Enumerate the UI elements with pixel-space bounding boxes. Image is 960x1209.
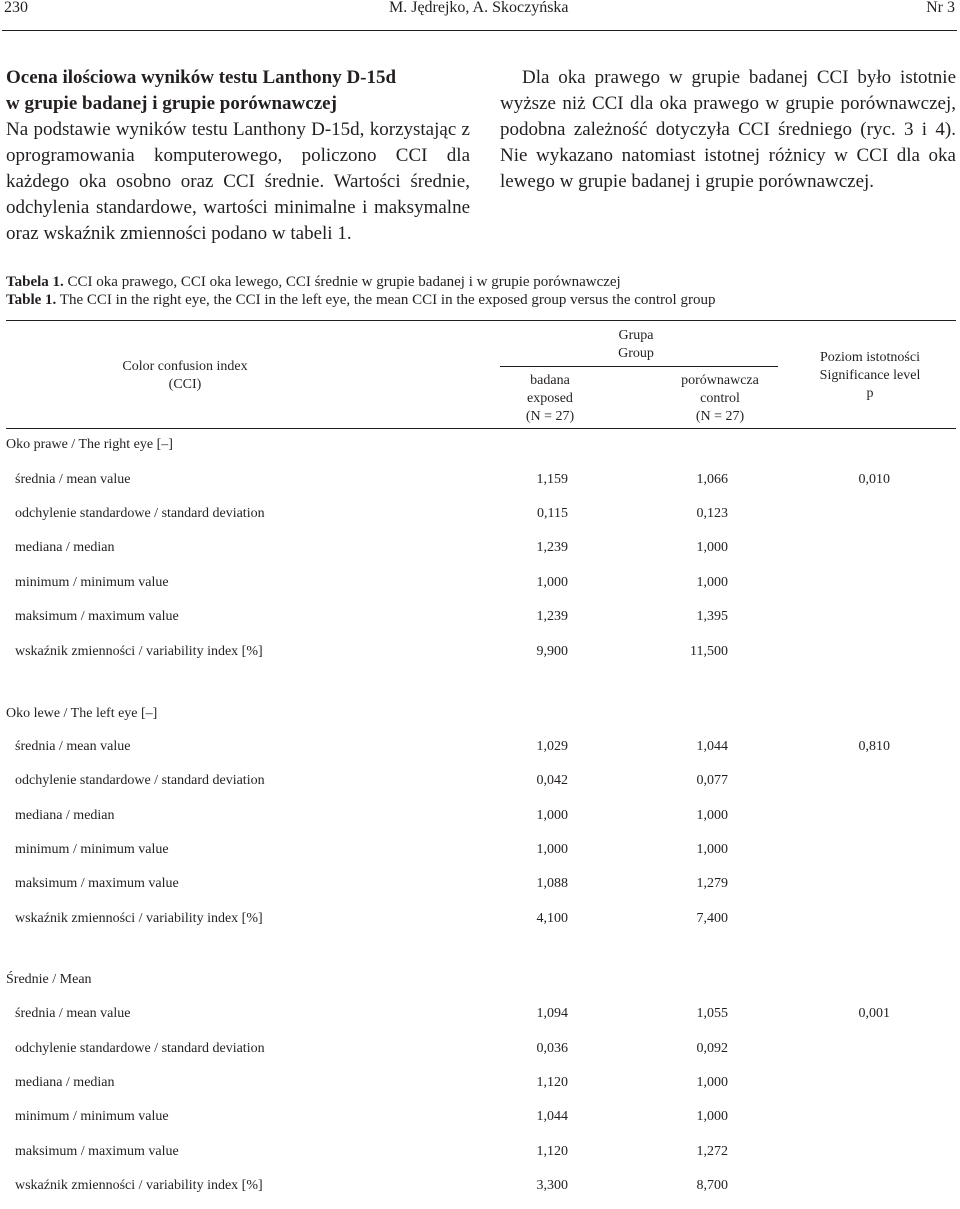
header-exposed-pl: badana xyxy=(530,373,570,388)
table-row xyxy=(0,808,960,828)
header-sig-pl: Poziom istotności xyxy=(820,350,920,365)
table-row xyxy=(0,1006,960,1026)
header-group xyxy=(576,327,696,363)
p-value: 0,001 xyxy=(858,1006,890,1021)
table-header-rule xyxy=(6,428,956,429)
exposed-value: 1,000 xyxy=(536,575,568,590)
table-row xyxy=(0,1144,960,1164)
caption-text-en: The CCI in the right eye, the CCI in the left eye, the mean CCI in the exposed group versus the control group xyxy=(56,292,716,308)
row-label: średnia / mean value xyxy=(15,472,131,487)
exposed-value: 4,100 xyxy=(536,911,568,926)
table-top-rule xyxy=(6,320,956,321)
exposed-value: 1,239 xyxy=(536,540,568,555)
caption-label-pl: Tabela 1. xyxy=(6,274,64,290)
header-control xyxy=(650,372,790,426)
header-control-en: control xyxy=(700,391,740,406)
header-exposed-en: exposed xyxy=(527,391,573,406)
header-exposed xyxy=(490,372,610,426)
left-text-column xyxy=(6,65,470,247)
control-value: 8,700 xyxy=(696,1178,728,1193)
header-cci xyxy=(100,358,270,394)
table-row xyxy=(0,472,960,492)
running-authors: M. Jędrejko, A. Skoczyńska xyxy=(389,0,569,16)
row-label: wskaźnik zmienności / variability index [%] xyxy=(15,644,263,659)
row-label: wskaźnik zmienności / variability index [%] xyxy=(15,1178,263,1193)
control-value: 7,400 xyxy=(696,911,728,926)
exposed-value: 1,000 xyxy=(536,808,568,823)
exposed-value: 1,000 xyxy=(536,842,568,857)
control-value: 1,055 xyxy=(696,1006,728,1021)
table-row xyxy=(0,609,960,629)
header-group-pl: Grupa xyxy=(618,328,654,343)
row-label: wskaźnik zmienności / variability index [%] xyxy=(15,911,263,926)
exposed-value: 1,239 xyxy=(536,609,568,624)
table-row xyxy=(0,773,960,793)
exposed-value: 1,094 xyxy=(536,1006,568,1021)
header-group-en: Group xyxy=(618,346,654,361)
row-label: maksimum / maximum value xyxy=(15,1144,179,1159)
row-label: minimum / minimum value xyxy=(15,1109,169,1124)
right-paragraph: Dla oka prawego w grupie badanej CCI było istotnie wyższe niż CCI dla oka prawego w grupie porównawczej, podobna zależność dotyczyła CCI średniego (ryc. 3 i 4). Nie wykazano natomiast istotnej różnicy w CCI dla oka lewego w grupie badanej i grupie porównawczej. xyxy=(500,67,956,192)
table-row xyxy=(0,876,960,896)
section-title-row xyxy=(0,437,960,457)
section-title-line1: Ocena ilościowa wyników testu Lanthony D-15d xyxy=(6,67,397,88)
row-label: maksimum / maximum value xyxy=(15,876,179,891)
exposed-value: 0,042 xyxy=(536,773,568,788)
exposed-value: 1,044 xyxy=(536,1109,568,1124)
header-cci-line1: Color confusion index xyxy=(122,359,248,374)
table-row xyxy=(0,911,960,931)
table-row xyxy=(0,842,960,862)
header-cci-line2: (CCI) xyxy=(168,377,202,392)
section-title-row xyxy=(0,972,960,992)
row-label: odchylenie standardowe / standard deviation xyxy=(15,506,265,521)
row-label: minimum / minimum value xyxy=(15,842,169,857)
table-caption-pl xyxy=(6,274,621,291)
row-label: mediana / median xyxy=(15,540,115,555)
table-row xyxy=(0,1041,960,1061)
page-number: 230 xyxy=(4,0,28,16)
control-value: 1,000 xyxy=(696,575,728,590)
control-value: 0,092 xyxy=(696,1041,728,1056)
p-value: 0,010 xyxy=(858,472,890,487)
table-row xyxy=(0,575,960,595)
header-sig-en: Significance level xyxy=(819,368,921,383)
caption-label-en: Table 1. xyxy=(6,292,57,308)
control-value: 0,123 xyxy=(696,506,728,521)
caption-text-pl: CCI oka prawego, CCI oka lewego, CCI średnie w grupie badanej i w grupie porównawczej xyxy=(63,274,621,290)
row-label: mediana / median xyxy=(15,808,115,823)
section-title: Oko prawe / The right eye [–] xyxy=(6,437,173,452)
exposed-value: 1,029 xyxy=(536,739,568,754)
exposed-value: 1,159 xyxy=(536,472,568,487)
section-title-row xyxy=(0,706,960,726)
table-caption-en xyxy=(6,292,715,309)
header-sig-p: p xyxy=(866,386,874,401)
header-control-pl: porównawcza xyxy=(681,373,759,388)
control-value: 1,044 xyxy=(696,739,728,754)
issue-number: Nr 3 xyxy=(926,0,955,16)
control-value: 1,272 xyxy=(696,1144,728,1159)
left-paragraph: Na podstawie wyników testu Lanthony D-15d, korzystając z oprogramowania komputerowego, policzono CCI dla każdego oka osobno oraz CCI średnie. Wartości średnie, odchylenia standardowe, wartości minimalne i maksymalne oraz wskaźnik zmienności podano w tabeli 1. xyxy=(6,119,470,244)
right-text-column xyxy=(500,65,956,195)
exposed-value: 3,300 xyxy=(536,1178,568,1193)
header-exposed-n: (N = 27) xyxy=(525,409,575,424)
control-value: 1,066 xyxy=(696,472,728,487)
table-row xyxy=(0,506,960,526)
row-label: maksimum / maximum value xyxy=(15,609,179,624)
section-title: Oko lewe / The left eye [–] xyxy=(6,706,158,721)
header-significance xyxy=(790,349,950,403)
row-label: minimum / minimum value xyxy=(15,575,169,590)
control-value: 1,279 xyxy=(696,876,728,891)
exposed-value: 0,036 xyxy=(536,1041,568,1056)
control-value: 1,000 xyxy=(696,1109,728,1124)
row-label: średnia / mean value xyxy=(15,739,131,754)
row-label: odchylenie standardowe / standard deviation xyxy=(15,773,265,788)
group-underline xyxy=(500,366,778,367)
control-value: 1,000 xyxy=(696,1075,728,1090)
table-row xyxy=(0,540,960,560)
table-row xyxy=(0,1109,960,1129)
control-value: 1,000 xyxy=(696,842,728,857)
section-title-line2: w grupie badanej i grupie porównawczej xyxy=(6,93,337,114)
exposed-value: 0,115 xyxy=(537,506,568,521)
running-header xyxy=(0,0,960,20)
control-value: 1,395 xyxy=(696,609,728,624)
table-row xyxy=(0,1178,960,1198)
exposed-value: 1,120 xyxy=(536,1075,568,1090)
section-title: Średnie / Mean xyxy=(6,972,92,987)
row-label: odchylenie standardowe / standard deviation xyxy=(15,1041,265,1056)
p-value: 0,810 xyxy=(858,739,890,754)
table-row xyxy=(0,739,960,759)
table-row xyxy=(0,1075,960,1095)
exposed-value: 1,088 xyxy=(536,876,568,891)
control-value: 1,000 xyxy=(696,540,728,555)
exposed-value: 9,900 xyxy=(536,644,568,659)
header-rule xyxy=(2,30,957,31)
row-label: średnia / mean value xyxy=(15,1006,131,1021)
exposed-value: 1,120 xyxy=(536,1144,568,1159)
control-value: 0,077 xyxy=(696,773,728,788)
control-value: 1,000 xyxy=(696,808,728,823)
table-row xyxy=(0,644,960,664)
header-control-n: (N = 27) xyxy=(695,409,745,424)
row-label: mediana / median xyxy=(15,1075,115,1090)
control-value: 11,500 xyxy=(690,644,728,659)
